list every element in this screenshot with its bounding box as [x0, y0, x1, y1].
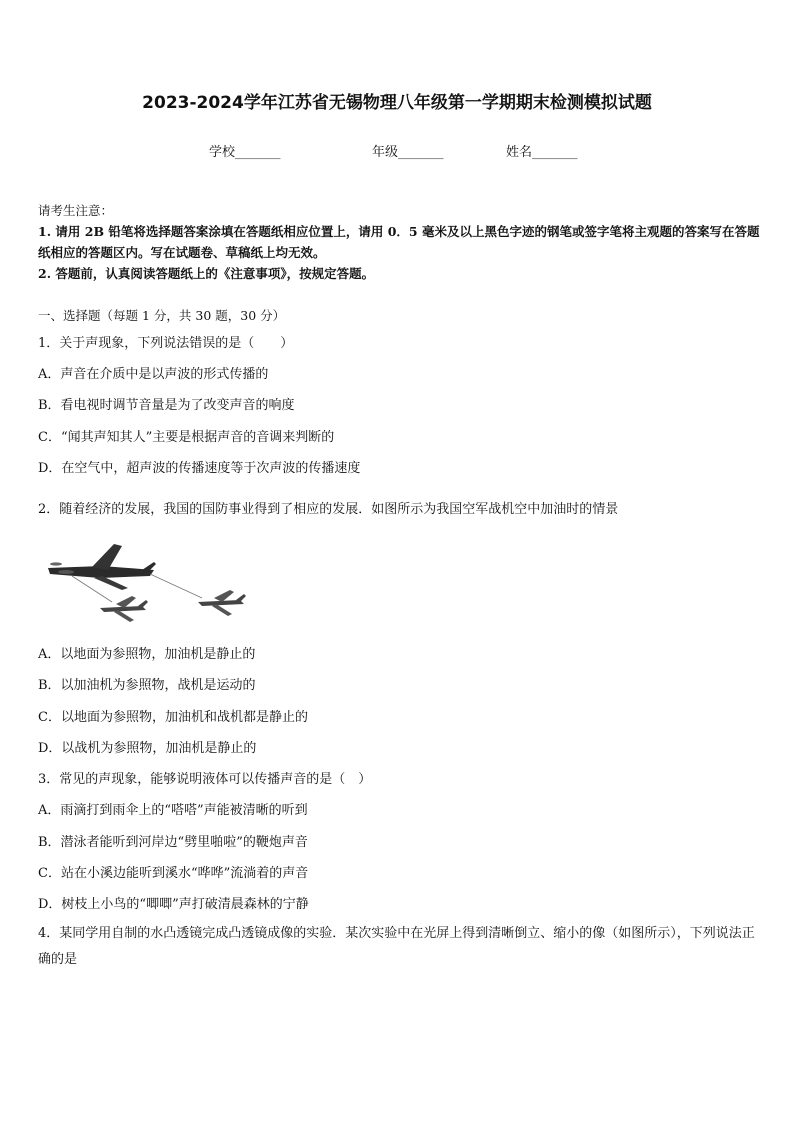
q2-option-a: A．以地面为参照物，加油机是静止的	[38, 647, 256, 662]
q2-option-b: B．以加油机为参照物，战机是运动的	[38, 678, 256, 693]
q3-stem: 3．常见的声现象，能够说明液体可以传播声音的是（ ）	[38, 772, 372, 787]
grade-field[interactable]: 年级_______	[372, 145, 444, 160]
tanker-aircraft-icon	[48, 544, 156, 590]
q1-stem: 1．关于声现象，下列说法错误的是（ ）	[38, 336, 294, 351]
q1-option-b: B．看电视时调节音量是为了改变声音的响度	[38, 398, 295, 413]
q1-option-a: A．声音在介质中是以声波的形式传播的	[38, 367, 269, 382]
name-field[interactable]: 姓名_______	[506, 145, 578, 160]
notice-item-2: 2. 答题前，认真阅读答题纸上的《注意事项》，按规定答题。	[38, 266, 375, 281]
q2-stem: 2．随着经济的发展，我国的国防事业得到了相应的发展．如图所示为我国空军战机空中加油时的情景	[38, 502, 619, 517]
q3-option-a: A．雨滴打到雨伞上的“嗒嗒”声能被清晰的听到	[38, 803, 308, 818]
q3-option-c: C．站在小溪边能听到溪水“哗哗”流淌着的声音	[38, 866, 309, 881]
q4-stem: 4．某同学用自制的水凸透镜完成凸透镜成像的实验．某次实验中在光屏上得到清晰倒立、缩小的像（如图所示），下列说法正确的是	[38, 926, 755, 967]
q2-option-d: D．以战机为参照物，加油机是静止的	[38, 741, 257, 756]
aerial-refueling-figure	[42, 540, 257, 630]
fighter-jet-icon-2	[198, 590, 246, 616]
q1-option-c: C．“闻其声知其人”主要是根据声音的音调来判断的	[38, 430, 335, 445]
q3-option-b: B．潜泳者能听到河岸边“劈里啪啦”的鞭炮声音	[38, 835, 308, 850]
q3-option-d: D．树枝上小鸟的“唧唧”声打破清晨森林的宁静	[38, 897, 309, 912]
q2-option-c: C．以地面为参照物，加油机和战机都是静止的	[38, 710, 308, 725]
school-field[interactable]: 学校_______	[209, 145, 281, 160]
notice-heading: 请考生注意：	[38, 203, 114, 218]
section-heading: 一、选择题（每题 1 分，共 30 题，30 分）	[38, 308, 286, 323]
notice-item-1: 1. 请用 2B 铅笔将选择题答案涂填在答题纸相应位置上，请用 0．5 毫米及以上黑色字迹的钢笔或签字笔将主观题的答案写在答题纸相应的答题区内。写在试题卷、草稿纸上均无效。	[38, 224, 760, 260]
page-title: 2023-2024学年江苏省无锡物理八年级第一学期期末检测模拟试题	[142, 93, 652, 113]
fighter-jet-icon-1	[100, 596, 148, 622]
q1-option-d: D．在空气中，超声波的传播速度等于次声波的传播速度	[38, 461, 361, 476]
